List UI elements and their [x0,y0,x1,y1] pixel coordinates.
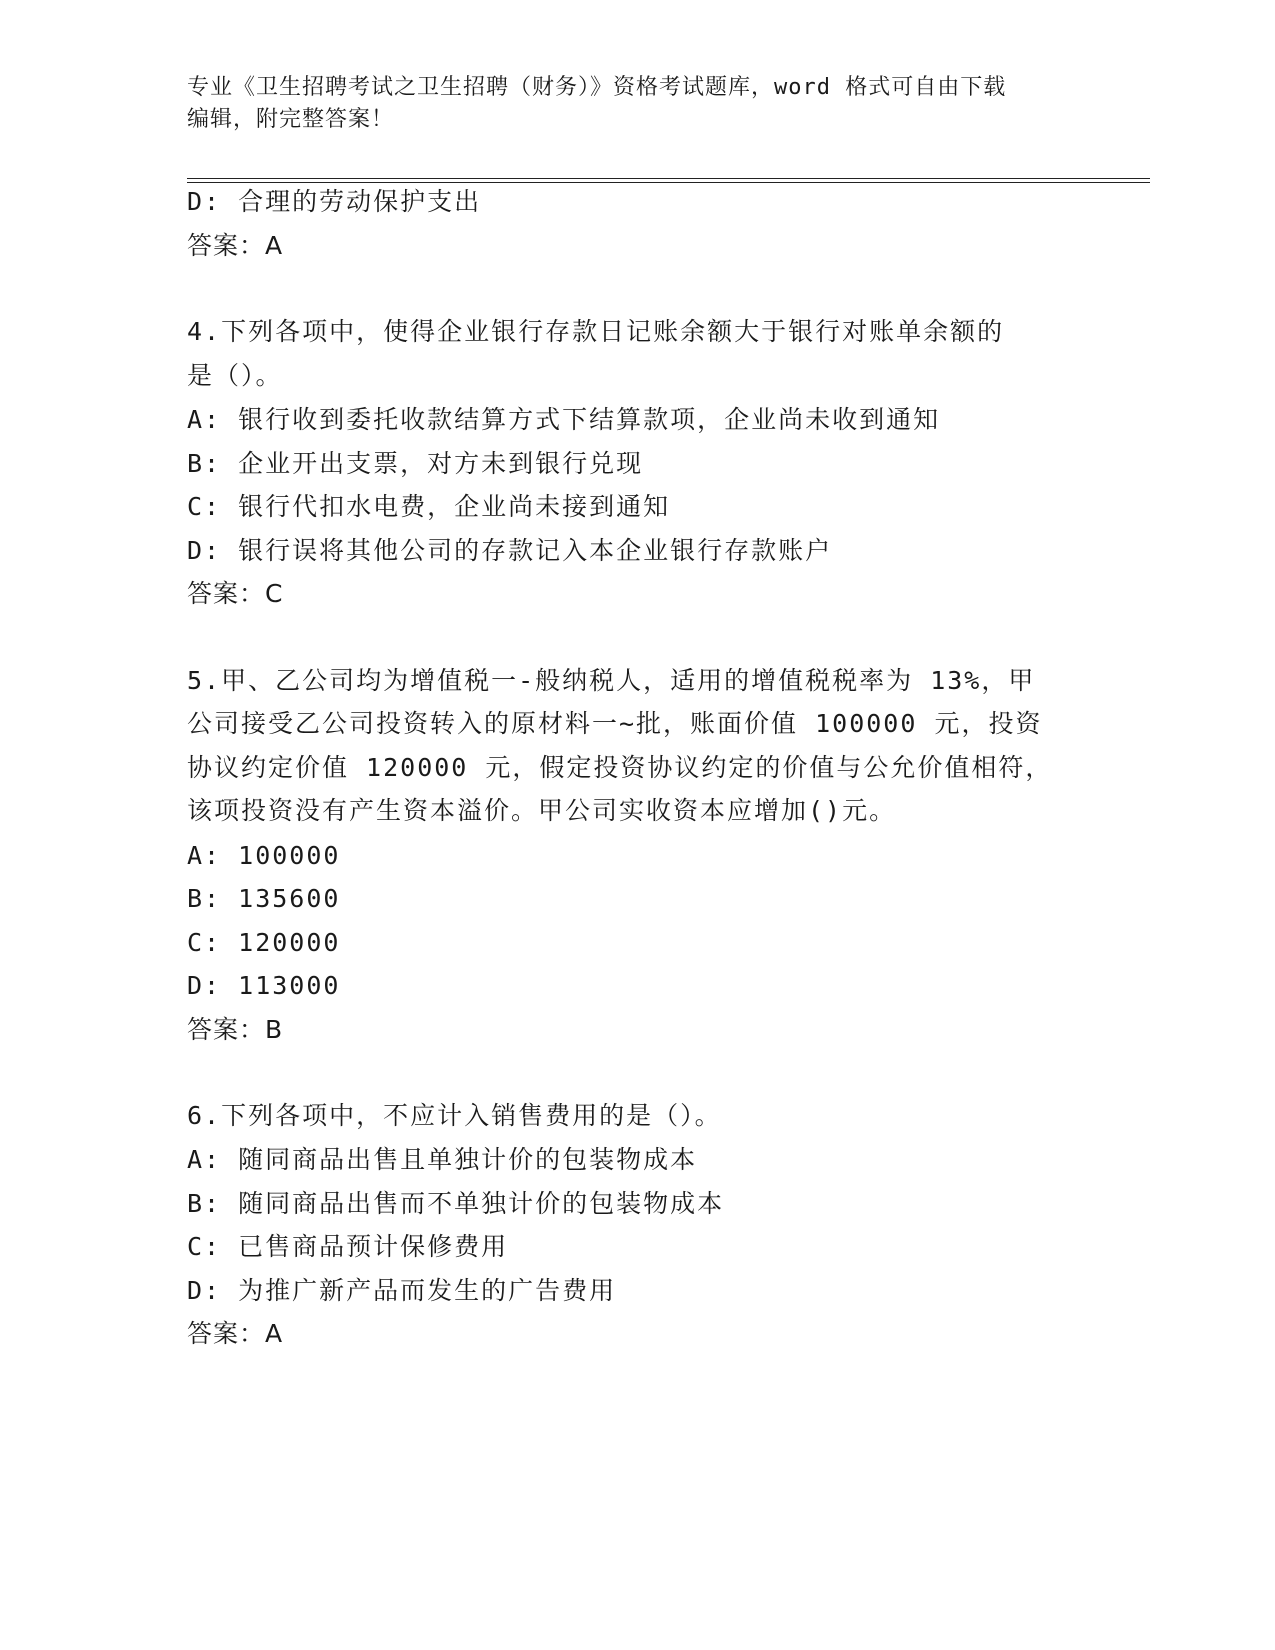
q6-option-a: A: 随同商品出售且单独计价的包装物成本 [187,1145,698,1174]
header-line-1: 专业《卫生招聘考试之卫生招聘（财务）》资格考试题库，word 格式可自由下载 [187,75,1007,100]
q5-option-b: B: 135600 [187,884,341,913]
q5-option-c: C: 120000 [187,928,341,957]
q5-stem-line-1: 5.甲、乙公司均为增值税一-般纳税人，适用的增值税税率为 13%，甲 [187,666,1036,695]
q4-stem-line-1: 4.下列各项中，使得企业银行存款日记账余额大于银行对账单余额的 [187,317,1005,346]
q5-option-d: D: 113000 [187,971,341,1000]
q4-option-d: D: 银行误将其他公司的存款记入本企业银行存款账户 [187,536,833,565]
q5-answer: 答案：B [187,1015,284,1044]
q4-option-a: A: 银行收到委托收款结算方式下结算款项，企业尚未收到通知 [187,405,941,434]
header-line-2: 编辑，附完整答案！ [187,107,395,132]
prev-option-d: D: 合理的劳动保护支出 [187,187,482,216]
q6-answer: 答案：A [187,1319,284,1348]
q4-option-b: B: 企业开出支票，对方未到银行兑现 [187,449,644,478]
header-divider [187,178,1150,183]
q5-option-a: A: 100000 [187,841,341,870]
q4-option-c: C: 银行代扣水电费，企业尚未接到通知 [187,492,671,521]
q4-stem-line-2: 是（）。 [187,361,283,390]
q4-answer: 答案：C [187,579,284,608]
q6-option-b: B: 随同商品出售而不单独计价的包装物成本 [187,1189,725,1218]
q5-stem-line-4: 该项投资没有产生资本溢价。甲公司实收资本应增加()元。 [187,796,897,825]
q5-stem-line-3: 协议约定价值 120000 元，假定投资协议约定的价值与公允价值相符， [187,753,1053,782]
document-header [187,72,1087,136]
q6-option-d: D: 为推广新产品而发生的广告费用 [187,1276,617,1305]
q6-option-c: C: 已售商品预计保修费用 [187,1232,509,1261]
prev-answer: 答案：A [187,231,284,260]
q6-stem-line-1: 6.下列各项中，不应计入销售费用的是（）。 [187,1101,722,1130]
q5-stem-line-2: 公司接受乙公司投资转入的原材料一~批，账面价值 100000 元，投资 [187,709,1043,738]
